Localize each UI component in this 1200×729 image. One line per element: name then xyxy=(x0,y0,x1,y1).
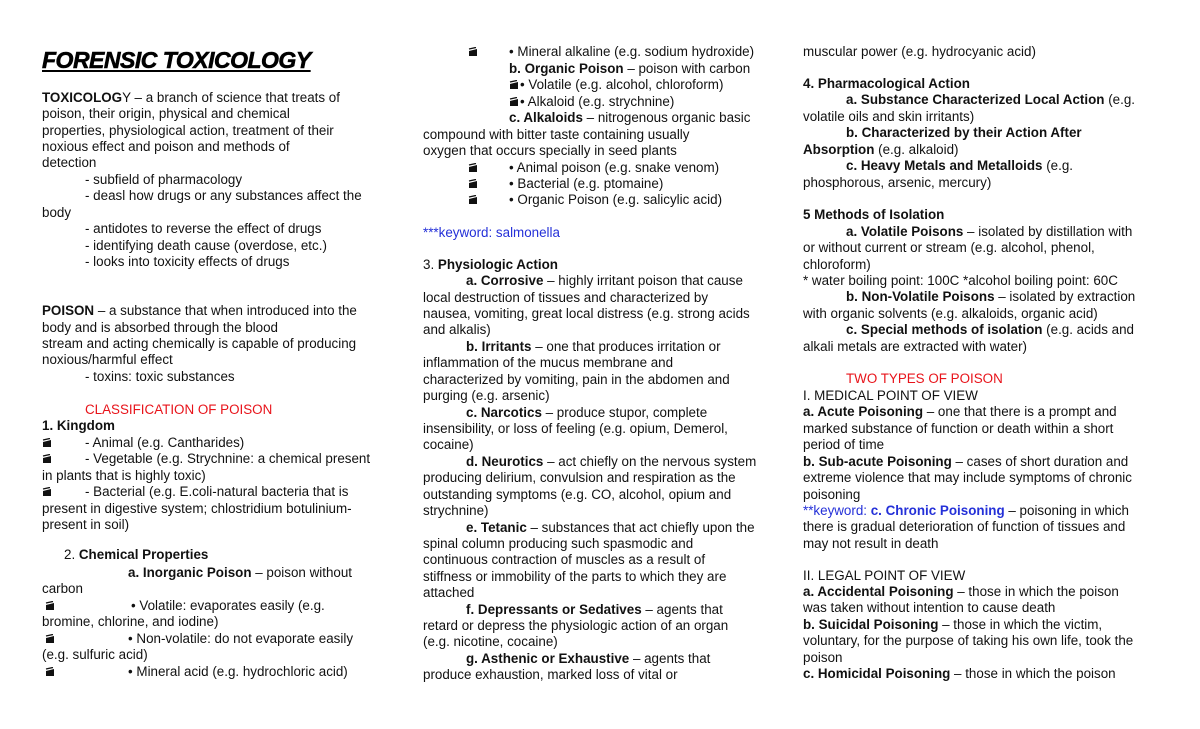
heavy-metals-def: (e.g. xyxy=(1042,158,1073,173)
list-item xyxy=(42,630,402,647)
organic-term: b. Organic Poison xyxy=(509,61,624,76)
text-line: outstanding symptoms (e.g. CO, alcohol, opium and xyxy=(423,487,732,502)
toxicology-term: TOXICOLOG xyxy=(42,90,123,105)
text-line: nausea, vomiting, great local distress (e.g. strong acids xyxy=(423,306,750,321)
text-line: muscular power (e.g. hydrocyanic acid) xyxy=(803,44,1036,59)
text-line: retard or depress the physiologic action of an organ xyxy=(423,618,729,633)
text-line: body and is absorbed through the blood xyxy=(42,320,279,335)
text-line: inflammation of the mucus membrane and xyxy=(423,355,674,370)
kingdom-heading xyxy=(42,417,402,434)
text-line: chloroform) xyxy=(803,257,871,272)
accidental-def: – those in which the poison xyxy=(953,584,1119,599)
legal-heading: II. LEGAL POINT OF VIEW xyxy=(803,568,966,583)
text-line: stiffness or immobility of the parts to which they are xyxy=(423,569,727,584)
list-item-text: - Vegetable (e.g. Strychnine: a chemical present xyxy=(85,451,371,466)
pharmacological-heading: 4. Pharmacological Action xyxy=(803,76,970,91)
poison-definition-line xyxy=(42,302,402,319)
text-line: poison xyxy=(803,650,843,665)
checkbox-bullet-icon xyxy=(468,179,479,189)
text-line: alkali metals are extracted with water) xyxy=(803,339,1028,354)
kingdom-label: Kingdom xyxy=(56,418,115,433)
tetanic-term: e. Tetanic xyxy=(466,520,527,535)
corrosive-line xyxy=(466,272,788,289)
text-line: with organic solvents (e.g. alkaloids, organic acid) xyxy=(803,306,1098,321)
chronic-line xyxy=(803,502,1171,519)
kingdom-number: 1. xyxy=(42,418,57,433)
text-line: or without current or stream (e.g. alcohol, phenol, xyxy=(803,240,1095,255)
asthenic-def: – agents that xyxy=(629,651,711,666)
irritants-line xyxy=(466,338,788,355)
list-item: - deasl how drugs or any substances affect the xyxy=(85,188,362,203)
asthenic-term: g. Asthenic or Exhaustive xyxy=(466,651,630,666)
text-line: insensibility, or loss of feeling (e.g. opium, Demerol, xyxy=(423,421,728,436)
text-line: producing delirium, convulsion and respiration as the xyxy=(423,470,736,485)
toxicology-def: – a branch of science that treats of xyxy=(130,90,340,105)
list-item-text: • Mineral alkaline (e.g. sodium hydroxide) xyxy=(509,44,755,59)
acute-line xyxy=(803,403,1171,420)
text-line: present in digestive system; chlostridium botulinium- xyxy=(42,501,352,516)
text-line: poison, their origin, physical and chemical xyxy=(42,106,290,121)
text-line: oxygen that occurs specially in seed plants xyxy=(423,143,677,158)
text-line: was taken without intention to cause death xyxy=(803,600,1056,615)
volatile-poisons-line xyxy=(846,223,1171,240)
list-item: - looks into toxicity effects of drugs xyxy=(85,254,290,269)
tetanic-def: – substances that act chiefly upon the xyxy=(526,520,755,535)
local-action-def: (e.g. xyxy=(1104,92,1135,107)
text-line: carbon xyxy=(42,581,83,596)
checkbox-bullet-icon xyxy=(468,47,479,57)
chemical-label: Chemical Properties xyxy=(78,547,209,562)
nonvolatile-poisons-line xyxy=(846,288,1171,305)
suicidal-line xyxy=(803,616,1171,633)
list-item-text: • Animal poison (e.g. snake venom) xyxy=(509,160,720,175)
corrosive-def: – highly irritant poison that cause xyxy=(543,273,743,288)
classification-heading: CLASSIFICATION OF POISON xyxy=(85,402,273,417)
text-line: continuous contraction of muscles as a result of xyxy=(423,552,706,567)
checkbox-bullet-icon xyxy=(42,487,53,497)
poison-term: POISON xyxy=(42,303,95,318)
poison-def: – a substance that when introduced into the xyxy=(94,303,357,318)
list-item xyxy=(42,663,402,680)
two-types-heading: TWO TYPES OF POISON xyxy=(846,371,1003,386)
checkbox-bullet-icon xyxy=(45,667,56,677)
toxicology-definition-line xyxy=(42,89,402,106)
checkbox-bullet-icon xyxy=(468,195,479,205)
acute-def: – one that there is a prompt and xyxy=(923,404,1117,419)
text-line: detection xyxy=(42,155,97,170)
subacute-term: b. Sub-acute Poisoning xyxy=(803,454,952,469)
list-item: - toxins: toxic substances xyxy=(85,369,235,384)
homicidal-def: – those in which the poison xyxy=(950,666,1116,681)
text-line: extreme violence that may include symptoms of chronic xyxy=(803,470,1132,485)
organic-def: – poison with carbon xyxy=(623,61,751,76)
list-item-text: • Organic Poison (e.g. salicylic acid) xyxy=(509,192,723,207)
text-line: and alkalis) xyxy=(423,322,491,337)
text-line: marked substance of function or death within a short xyxy=(803,421,1114,436)
toxicology-term-end: Y xyxy=(122,90,131,105)
after-absorption-line xyxy=(803,141,1171,158)
organic-line xyxy=(509,60,788,77)
inorganic-term: a. Inorganic Poison xyxy=(128,565,252,580)
list-item-text: • Alkaloid (e.g. strychnine) xyxy=(520,94,675,109)
special-methods-def: (e.g. acids and xyxy=(1042,322,1134,337)
accidental-line xyxy=(803,583,1171,600)
list-item: - identifying death cause (overdose, etc.) xyxy=(85,238,327,253)
accidental-term: a. Accidental Poisoning xyxy=(803,584,954,599)
list-item-text: - Bacterial (e.g. E.coli-natural bacteria that is xyxy=(85,484,349,499)
neurotics-line xyxy=(466,453,788,470)
text-line: voluntary, for the purpose of taking his own life, took the xyxy=(803,633,1134,648)
local-action-line xyxy=(846,91,1171,108)
text-line: may not result in death xyxy=(803,536,939,551)
chemical-heading xyxy=(64,546,402,563)
list-item xyxy=(42,597,402,614)
checkbox-bullet-icon xyxy=(468,163,479,173)
document-title: FORENSIC TOXICOLOGY xyxy=(42,47,311,73)
physiologic-heading xyxy=(423,256,788,273)
list-item: - antidotes to reverse the effect of drugs xyxy=(85,221,322,236)
chronic-term: c. Chronic Poisoning xyxy=(870,503,1005,518)
list-item xyxy=(423,159,788,176)
isolation-heading: 5 Methods of Isolation xyxy=(803,207,945,222)
neurotics-term: d. Neurotics xyxy=(466,454,544,469)
text-line: body xyxy=(42,205,72,220)
text-line: attached xyxy=(423,585,475,600)
subacute-def: – cases of short duration and xyxy=(951,454,1129,469)
list-item-text: • Bacterial (e.g. ptomaine) xyxy=(509,176,664,191)
irritants-def: – one that produces irritation or xyxy=(531,339,721,354)
text-line: present in soil) xyxy=(42,517,130,532)
tetanic-line xyxy=(466,519,788,536)
list-item xyxy=(42,450,402,467)
keyword-note: ***keyword: salmonella xyxy=(423,225,560,240)
medical-heading: I. MEDICAL POINT OF VIEW xyxy=(803,388,978,403)
list-item xyxy=(423,191,788,208)
text-line: purging (e.g. arsenic) xyxy=(423,388,550,403)
heavy-metals-line xyxy=(846,157,1171,174)
local-action-term: a. Substance Characterized Local Action xyxy=(846,92,1105,107)
text-line: bromine, chlorine, and iodine) xyxy=(42,614,219,629)
inorganic-line xyxy=(128,564,402,581)
text-line: strychnine) xyxy=(423,503,489,518)
narcotics-line xyxy=(466,404,788,421)
list-item xyxy=(42,434,402,451)
after-absorption-term: b. Characterized by their Action After xyxy=(846,125,1082,140)
suicidal-term: b. Suicidal Poisoning xyxy=(803,617,939,632)
depressants-term: f. Depressants or Sedatives xyxy=(466,602,642,617)
text-line: characterized by vomiting, pain in the abdomen and xyxy=(423,372,730,387)
text-line: stream and acting chemically is capable of producing xyxy=(42,336,357,351)
nonvolatile-poisons-term: b. Non-Volatile Poisons xyxy=(846,289,995,304)
list-item-text: • Volatile: evaporates easily (e.g. xyxy=(131,598,325,613)
volatile-poisons-def: – isolated by distillation with xyxy=(963,224,1133,239)
irritants-term: b. Irritants xyxy=(466,339,532,354)
text-line: (e.g. sulfuric acid) xyxy=(42,647,148,662)
list-item-text: • Volatile (e.g. alcohol, chloroform) xyxy=(520,77,724,92)
asthenic-line xyxy=(466,650,788,667)
text-line: local destruction of tissues and characterized by xyxy=(423,290,709,305)
chronic-keyword: **keyword: xyxy=(803,503,871,518)
absorption-term: Absorption xyxy=(803,142,875,157)
special-methods-term: c. Special methods of isolation xyxy=(846,322,1043,337)
list-item xyxy=(509,76,788,93)
depressants-line xyxy=(466,601,788,618)
physiologic-number: 3. xyxy=(423,257,438,272)
checkbox-bullet-icon xyxy=(509,97,520,107)
inorganic-def: – poison without xyxy=(251,565,353,580)
subacute-line xyxy=(803,453,1171,470)
heavy-metals-term: c. Heavy Metals and Metalloids xyxy=(846,158,1043,173)
physiologic-label: Physiologic Action xyxy=(437,257,558,272)
text-line: compound with bitter taste containing usually xyxy=(423,127,690,142)
alkaloids-term: c. Alkaloids xyxy=(509,110,583,125)
text-line: period of time xyxy=(803,437,885,452)
list-item xyxy=(42,483,402,500)
alkaloids-def: – nitrogenous organic basic xyxy=(582,110,751,125)
list-item-text: • Mineral acid (e.g. hydrochloric acid) xyxy=(128,664,348,679)
chronic-def: – poisoning in which xyxy=(1004,503,1129,518)
text-line: cocaine) xyxy=(423,437,474,452)
checkbox-bullet-icon xyxy=(45,634,56,644)
text-line: phosphorous, arsenic, mercury) xyxy=(803,175,992,190)
checkbox-bullet-icon xyxy=(45,601,56,611)
narcotics-def: – produce stupor, complete xyxy=(541,405,708,420)
narcotics-term: c. Narcotics xyxy=(466,405,542,420)
list-item-text: • Non-volatile: do not evaporate easily xyxy=(128,631,354,646)
list-item xyxy=(509,93,788,110)
list-item: - subfield of pharmacology xyxy=(85,172,243,187)
text-line: spinal column producing such spasmodic and xyxy=(423,536,694,551)
homicidal-line xyxy=(803,665,1171,682)
acute-term: a. Acute Poisoning xyxy=(803,404,924,419)
checkbox-bullet-icon xyxy=(509,80,520,90)
corrosive-term: a. Corrosive xyxy=(466,273,544,288)
checkbox-bullet-icon xyxy=(42,454,53,464)
nonvolatile-poisons-def: – isolated by extraction xyxy=(994,289,1136,304)
text-line: (e.g. nicotine, cocaine) xyxy=(423,634,558,649)
neurotics-def: – act chiefly on the nervous system xyxy=(543,454,757,469)
text-line: poisoning xyxy=(803,487,861,502)
alkaloids-line xyxy=(509,109,788,126)
text-line: volatile oils and skin irritants) xyxy=(803,109,975,124)
text-line: in plants that is highly toxic) xyxy=(42,468,206,483)
list-item xyxy=(423,43,788,60)
suicidal-def: – those in which the victim, xyxy=(938,617,1103,632)
list-item-text: - Animal (e.g. Cantharides) xyxy=(85,435,245,450)
text-line: noxious effect and poison and methods of xyxy=(42,139,290,154)
homicidal-term: c. Homicidal Poisoning xyxy=(803,666,951,681)
special-methods-line xyxy=(846,321,1171,338)
checkbox-bullet-icon xyxy=(42,438,53,448)
absorption-def: (e.g. alkaloid) xyxy=(874,142,959,157)
chemical-number: 2. xyxy=(64,547,79,562)
volatile-poisons-term: a. Volatile Poisons xyxy=(846,224,964,239)
text-line: properties, physiological action, treatment of their xyxy=(42,123,334,138)
text-line: noxious/harmful effect xyxy=(42,352,173,367)
text-line: there is gradual deterioration of function of tissues and xyxy=(803,519,1126,534)
text-line: produce exhaustion, marked loss of vital or xyxy=(423,667,678,682)
depressants-def: – agents that xyxy=(641,602,723,617)
boiling-point-note: * water boiling point: 100C *alcohol boiling point: 60C xyxy=(803,273,1118,288)
list-item xyxy=(423,175,788,192)
